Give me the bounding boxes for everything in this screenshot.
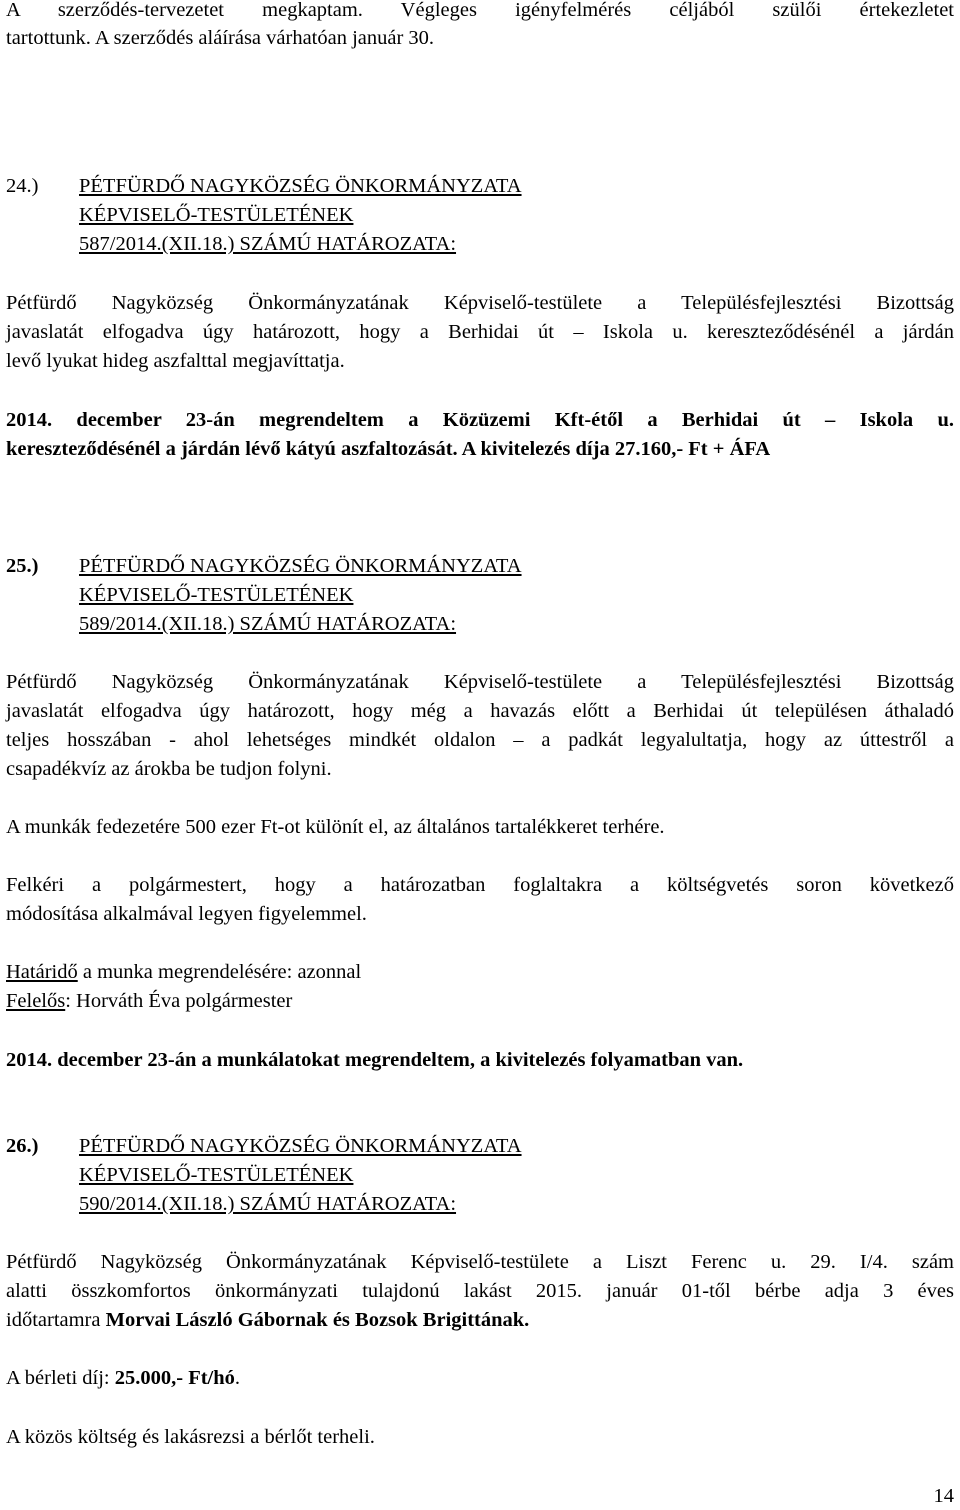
deadline-label: Határidő bbox=[6, 961, 78, 983]
responsible-label: Felelős bbox=[6, 990, 66, 1012]
section-25-para-line-4: csapadékvíz az árokba be tudjon folyni. bbox=[6, 758, 332, 780]
section-25-funding: A munkák fedezetére 500 ezer Ft-ot különít el, az általános tartalékkeret terhére. bbox=[6, 816, 665, 838]
tenant-names: Morvai László Gábornak és Bozsok Brigittának. bbox=[105, 1309, 530, 1331]
section-26-title-2: KÉPVISELŐ-TESTÜLETÉNEK bbox=[79, 1164, 354, 1186]
rent-end: . bbox=[234, 1367, 241, 1389]
section-25-para-line-2: javaslatát elfogadva úgy határozott, hogy még a havazás előtt a Berhidai út településen áthaladó bbox=[6, 700, 954, 722]
section-25-request-line-1: Felkéri a polgármestert, hogy a határozatban foglaltakra a költségvetés soron következő bbox=[6, 874, 954, 896]
section-24-title-1: PÉTFÜRDŐ NAGYKÖZSÉG ÖNKORMÁNYZATA bbox=[79, 175, 522, 197]
section-25-request-line-2: módosítása alkalmával legyen figyelemmel. bbox=[6, 903, 367, 925]
section-26-costs: A közös költség és lakásrezsi a bérlőt terheli. bbox=[6, 1426, 375, 1448]
section-26-title-3: 590/2014.(XII.18.) SZÁMÚ HATÁROZATA: bbox=[79, 1193, 457, 1215]
section-26-title-1: PÉTFÜRDŐ NAGYKÖZSÉG ÖNKORMÁNYZATA bbox=[79, 1135, 522, 1157]
section-24-note-line-1: 2014. december 23-án megrendeltem a Közüzemi Kft-étől a Berhidai út – Iskola u. bbox=[6, 409, 954, 431]
section-25-deadline bbox=[6, 958, 361, 986]
section-25-para-line-3: teljes hosszában - ahol lehetséges mindkét oldalon – a padkát legyalultatja, hogy az úttestről a bbox=[6, 729, 954, 751]
section-25-responsible bbox=[6, 987, 292, 1015]
section-24-para-line-1: Pétfürdő Nagyközség Önkormányzatának Képviselő-testülete a Településfejlesztési Bizottság bbox=[6, 292, 954, 314]
section-25-title-1: PÉTFÜRDŐ NAGYKÖZSÉG ÖNKORMÁNYZATA bbox=[79, 555, 522, 577]
section-24-resolution-number: 587/2014.(XII.18.) SZÁMÚ HATÁROZATA: bbox=[79, 233, 457, 255]
section-24-title-3 bbox=[79, 230, 456, 258]
section-24-para-line-2: javaslatát elfogadva úgy határozott, hogy a Berhidai út – Iskola u. kereszteződésénél a járdán bbox=[6, 321, 954, 343]
section-24-title-2: KÉPVISELŐ-TESTÜLETÉNEK bbox=[79, 204, 354, 226]
section-24-note-line-2: kereszteződésénél a járdán lévő kátyú aszfaltozását. A kivitelezés díja 27.160,- Ft + ÁFA bbox=[6, 438, 771, 460]
page-number: 14 bbox=[933, 1485, 954, 1507]
section-26-para-line-1: Pétfürdő Nagyközség Önkormányzatának Képviselő-testülete a Liszt Ferenc u. 29. I/4. szám bbox=[6, 1251, 954, 1273]
deadline-text: a munka megrendelésére: azonnal bbox=[77, 961, 362, 983]
section-26-number: 26.) bbox=[6, 1135, 39, 1157]
section-26-para-line-3-text: időtartamra bbox=[6, 1309, 106, 1331]
section-25-title-2: KÉPVISELŐ-TESTÜLETÉNEK bbox=[79, 584, 354, 606]
responsible-text: : Horváth Éva polgármester bbox=[65, 990, 293, 1012]
section-26-para-line-3 bbox=[6, 1306, 529, 1334]
intro-line-1: A szerződés-tervezetet megkaptam. Végleges igényfelmérés céljából szülői értekezletet bbox=[6, 0, 954, 21]
rent-label: A bérleti díj: bbox=[6, 1367, 115, 1389]
section-26-para-line-2: alatti összkomfortos önkormányzati tulajdonú lakást 2015. január 01-től bérbe adja 3 éves bbox=[6, 1280, 954, 1302]
section-25-title-3: 589/2014.(XII.18.) SZÁMÚ HATÁROZATA: bbox=[79, 613, 457, 635]
rent-value: 25.000,- Ft/hó bbox=[114, 1367, 235, 1389]
section-25-para-line-1: Pétfürdő Nagyközség Önkormányzatának Képviselő-testülete a Településfejlesztési Bizottság bbox=[6, 671, 954, 693]
intro-line-2: tartottunk. A szerződés aláírása várhatóan január 30. bbox=[6, 27, 435, 49]
section-25-number: 25.) bbox=[6, 555, 39, 577]
section-24-number: 24.) bbox=[6, 175, 39, 197]
section-26-rent bbox=[6, 1364, 240, 1392]
section-24-para-line-3: levő lyukat hideg aszfalttal megjavíttatja. bbox=[6, 350, 345, 372]
section-25-note: 2014. december 23-án a munkálatokat megrendeltem, a kivitelezés folyamatban van. bbox=[6, 1049, 744, 1071]
